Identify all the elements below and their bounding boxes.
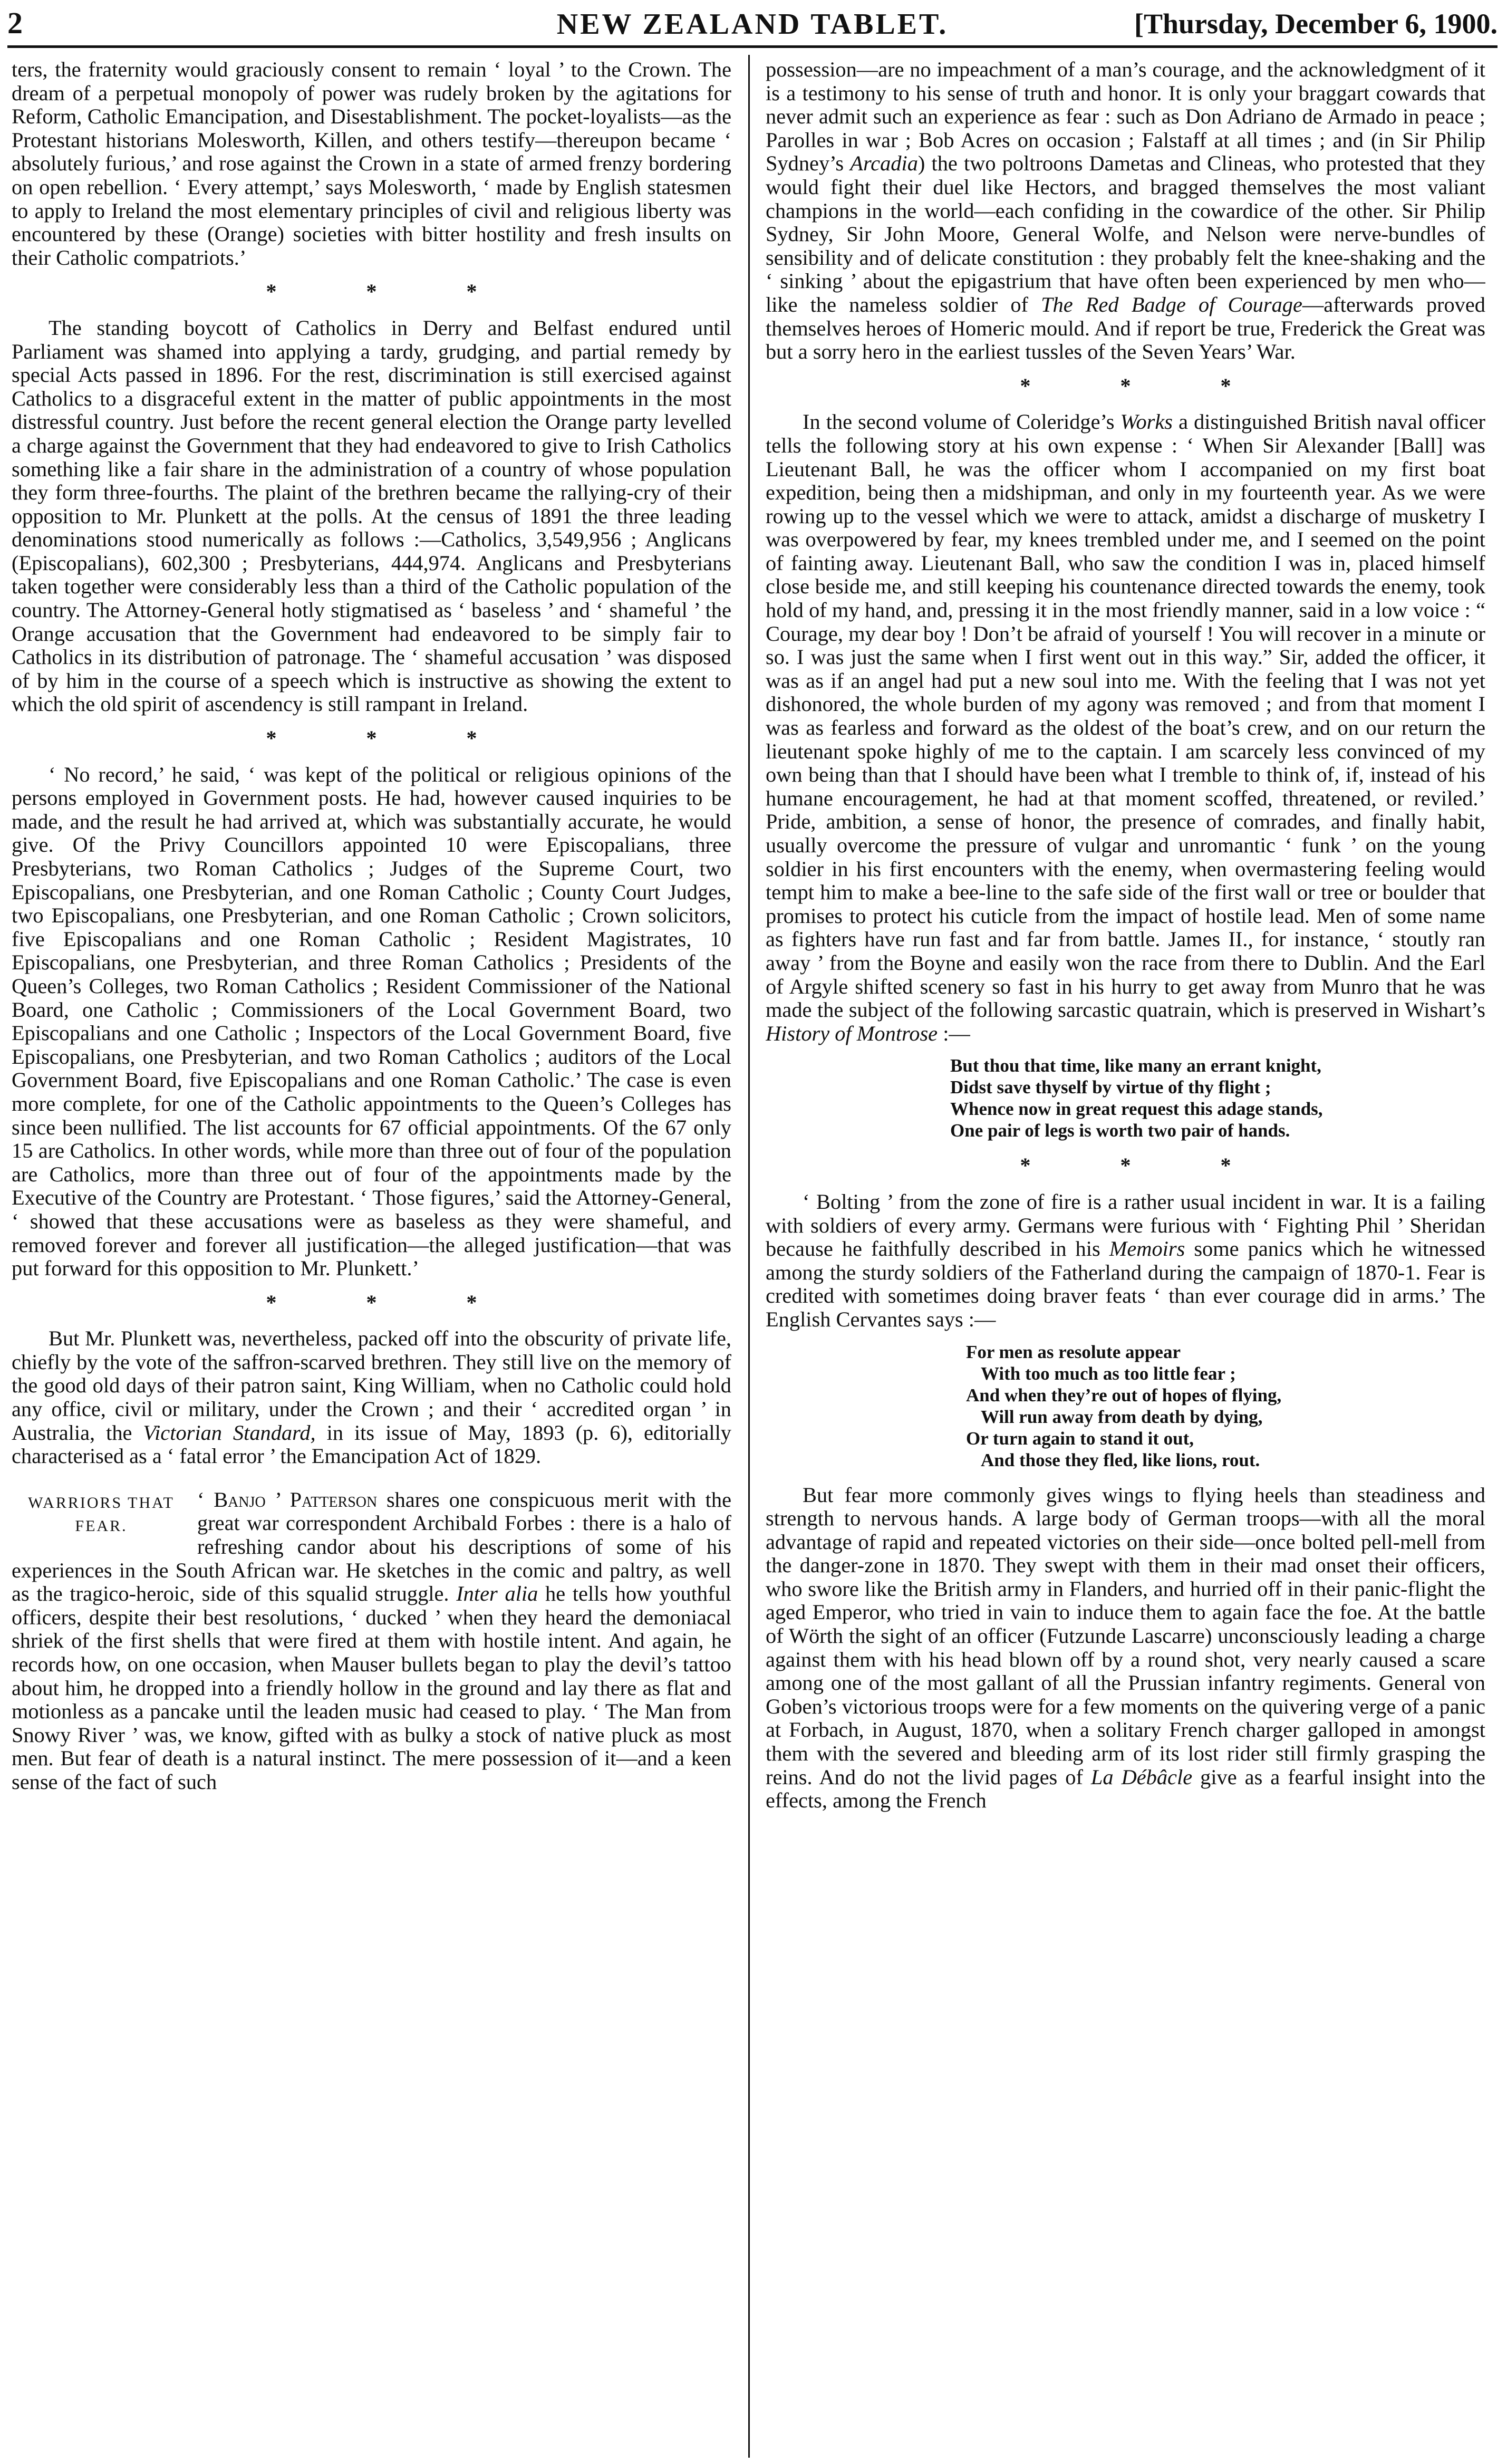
- column-rule: [748, 55, 750, 2458]
- text-run: give as a fearful insight into the effects, among the French: [766, 1765, 1485, 1813]
- section-break: * * *: [1020, 373, 1231, 398]
- italic-title: Memoirs: [1109, 1237, 1185, 1261]
- section-break: * * *: [266, 726, 477, 750]
- text-run: :—: [938, 1021, 970, 1045]
- italic-title: La Débâcle: [1090, 1765, 1193, 1789]
- paragraph: ‘ No record,’ he said, ‘ was kept of the political or religious opinions of the persons employed in Government posts. He had, however caused inquiries to be made, and the result he had arrived at, which was substantially accurate, he would give. Of the Privy Councillors appointed 10 were Episcopalians, three Presbyterians, two Roman Catholics ; Judges of the Supreme Court, two Episcopalians, one Presbyterian, and one Roman Catholic ; County Court Judges, two Episcopalians, one Presbyterian, and one Roman Catholic ; Crown solicitors, five Episcopalians and one Roman Catholic ; Resident Magistrates, 10 Episcopalians, one Presbyterian, and three Roman Catholics ; Presidents of the Queen’s Colleges, two Roman Catholics ; Resident Commissioner of the National Board, one Catholic ; Commissioners of the Local Government Board, two Episcopalians and one Catholic ; Inspectors of the Local Government Board, five Episcopalians, one Presbyterian, and two Roman Catholics ; auditors of the Local Government Board, five Episcopalians and one Roman Catholic.’ The case is even more complete, for one of the Catholic appointments to the Queen’s Colleges has since been nullified. The list accounts for 67 official appointments. Of the 67 only 15 are Catholics. In other words, while more than three out of four of the population are Catholics, more than three out of four of the appointments made by the Executive of the Country are Protestant. ‘ Those figures,’ said the Attorney-General, ‘ showed that these accusations were as baseless as they were shameful, and removed forever and forever all justification—the alleged justification—that was put forward for this opposition to Mr. Plunkett.’: [12, 762, 731, 1281]
- text-run: in its issue of May, 1893 (p. 6), editorially characterised as a ‘ fatal error ’ the Emancipation Act of 1829.: [12, 1420, 731, 1468]
- verse-line: But thou that time, like many an errant knight,: [950, 1055, 1321, 1076]
- text-run: But Mr. Plunkett was, nevertheless, packed off into the obscurity of private life, chiefly by the vote of the saffron-scarved brethren. They still live on the memory of the good old days of their patron saint, King William, when no Catholic could hold any office, civil or military, under the Crown ; and their ‘ accredited organ ’ in Australia, the: [12, 1326, 731, 1445]
- small-caps-name: ‘ Banjo ’ Patterson: [197, 1487, 378, 1512]
- side-heading: WARRIORS THAT FEAR.: [28, 1494, 175, 1535]
- verse-quatrain: [950, 1055, 1485, 1141]
- text-run: a distinguished British naval officer tells the following story at his own expense : ‘ When Sir Alexander [Ball] was Lieutenant Ball, he was the officer whom I accompanied on my first boat expedition, being then a midshipman, and only in my fourteenth year. As we were rowing up to the vessel which we were to attack, amidst a discharge of musketry I was overpowered by fear, my knees trembled under me, and I seemed on the point of fainting away. Lieutenant Ball, who saw the condition I was in, placed himself close beside me, and still keeping his countenance directed towards the enemy, took hold of my hand, and, pressing it in the most friendly manner, said in a low voice : “ Courage, my dear boy ! Don’t be afraid of yourself ! You will recover in a minute or so. I was just the same when I first went out in this way.” Sir, added the officer, it was as if an angel had put a new soul into me. With the feeling that I was not yet dishonored, the whole burden of my agony was removed ; and from that moment I was as fearless and forward as the oldest of the boat’s crew, and on our return the lieutenant spoke highly of me to the captain. I am scarcely less convinced of my own being than that I should have been what I tremble to think of, if, instead of his humane encouragement, he had at that moment scoffed, threatened, or reviled.’ Pride, ambition, a sense of honor, the presence of comrades, and finally habit, usually overcome the pressure of vulgar and unromantic ‘ funk ’ on the young soldier in his first encounters with the enemy, when overmastering feeling would tempt him to make a bee-line to the safe side of the first wall or tree or boulder that promises to protect his cuticle from the impact of hostile lead. Men of some name as fighters have run fast and far from battle. James II., for instance, ‘ stoutly ran away ’ from the Boyne and easily won the race from there to Dublin. And the Earl of Argyle shifted scenery so fast in his hurry to get away from Munro that he was made the subject of the following sarcastic quatrain, which is preserved in Wishart’s: [766, 410, 1485, 1022]
- italic-title: Works: [1120, 410, 1173, 434]
- italic-title: The Red Badge of Courage: [1041, 292, 1302, 316]
- verse-line: Didst save thyself by virtue of thy flight ;: [950, 1077, 1271, 1098]
- section-break: * * *: [266, 280, 477, 304]
- masthead-title: NEW ZEALAND TABLET.: [556, 8, 949, 41]
- paragraph: [12, 1488, 731, 1794]
- verse-line: One pair of legs is worth two pair of hands.: [950, 1120, 1290, 1141]
- paragraph: ters, the fraternity would graciously consent to remain ‘ loyal ’ to the Crown. The dream of a perpetual monopoly of power was rudely broken by the agitations for Reform, Catholic Emancipation, and Disestablishment. The pocket-loyalists—as the Protestant historians Molesworth, Killen, and others testify—thereupon became ‘ absolutely furious,’ and rose against the Crown in a state of armed frenzy bordering on open rebellion. ‘ Every attempt,’ says Molesworth, ‘ made by English statesmen to apply to Ireland the most elementary principles of civil and religious liberty was encountered by these (Orange) societies with bitter hostility and fresh insults on their Catholic compatriots.’: [12, 58, 731, 270]
- text-run: —afterwards proved themselves heroes of Homeric mould. And if report be true, Frederick the Great was but a sorry hero in the earliest tussles of the Seven Years’ War.: [766, 292, 1485, 364]
- text-run: In the second volume of Coleridge’s: [803, 410, 1120, 434]
- italic-title: History of Montrose: [766, 1021, 938, 1045]
- verse-line: For men as resolute appear: [966, 1341, 1181, 1362]
- paragraph: [12, 1327, 731, 1468]
- section-break: * * *: [266, 1290, 477, 1314]
- paragraph: [766, 410, 1485, 1045]
- text-run: ‘ Bolting ’ from the zone of fire is a rather usual incident in war. It is a failing with soldiers of every army. Germans were furious with ‘ Fighting Phil ’ Sheridan because he faithfully described in his: [766, 1189, 1485, 1261]
- italic-phrase: Inter alia: [456, 1582, 538, 1606]
- verse-line: And those they fled, like lions, rout.: [981, 1449, 1260, 1470]
- page-header: [7, 0, 1498, 48]
- section-break: * * *: [1020, 1153, 1231, 1178]
- text-run: ) the two poltroons Dametas and Clineas, who protested that they would fight their duel like Hectors, and bragged themselves the most valiant champions in the world—each confiding in the cowardice of the other. Sir Philip Sydney, Sir John Moore, General Wolfe, and Nelson were nerve-bundles of sensibility and of delicate constitution : they probably felt the knee-shaking and the ‘ sinking ’ about the epigastrium that have often been experienced by men who—like the nameless soldier of: [766, 151, 1485, 316]
- paragraph: [766, 1484, 1485, 1813]
- verse-line: Whence now in great request this adage stands,: [950, 1099, 1323, 1120]
- text-run: possession—are no impeachment of a man’s courage, and the acknowledgment of it is a testimony to his sense of truth and honor. It is only your braggart cowards that never admit such an experience as fear : such as Don Adriano de Armado in peace ; Parolles in war ; Bob Acres on occasion ; Falstaff at all times ; and (in Sir Philip Sydney’s: [766, 58, 1485, 176]
- paragraph: [766, 58, 1485, 364]
- verse-line: Will run away from death by dying,: [981, 1406, 1263, 1427]
- text-run: some panics which he witnessed among the sturdy soldiers of the Fatherland during the campaign of 1870-1. Fear is credited with sometimes doing braver feats ‘ than ever courage did in arms.’ The English Cervantes says :—: [766, 1237, 1485, 1331]
- spacer: [12, 1468, 731, 1488]
- left-column: [12, 58, 731, 2455]
- page-number: 2: [7, 6, 23, 40]
- paragraph: [766, 1190, 1485, 1332]
- verse-line: And when they’re out of hopes of flying,: [966, 1384, 1282, 1406]
- right-column: [766, 58, 1485, 2455]
- text-run: But fear more commonly gives wings to flying heels than steadiness and strength to nervous hands. A large body of German troops—with all the moral advantage of rapid and repeated victories on their side—once bolted pell-mell from the danger-zone in 1870. They swept with them in their mad onset their officers, who swore like the British army in Flanders, and hurried off in their panic-flight the aged Emperor, who tried in vain to induce them to again face the foe. At the battle of Wörth the sight of an officer (Futzunde Lascarre) unconsciously leading a charge against them with his head blown off by a round shot, very nearly caused a scare among one of the most gallant of all the Prussian infantry regiments. General von Goben’s victorious troops were for a few moments on the quivering verge of a panic at Forbach, in August, 1870, when a solitary French charger galloped in amongst them with the severed and bleeding arm of its lost rider still firmly grasping the reins. And do not the livid pages of: [766, 1483, 1485, 1789]
- text-run: he tells how youthful officers, despite their best resolutions, ‘ ducked ’ when they heard the demoniacal shriek of the first shells that were fired at them with hostile intent. And again, he records how, on one occasion, when Mauser bullets began to play the devil’s tattoo about him, he dropped into a friendly hollow in the ground and lay there as flat and motionless as a pancake until the leaden music had ceased to play. ‘ The Man from Snowy River ’ was, we know, gifted with as bulky a stock of native pluck as most men. But fear of death is a natural instinct. The mere possession of it—and a keen sense of the fact of such: [12, 1582, 731, 1794]
- italic-title: Victorian Standard,: [143, 1420, 316, 1445]
- issue-date: [Thursday, December 6, 1900.: [1134, 8, 1498, 40]
- verse-line: Or turn again to stand it out,: [966, 1428, 1194, 1449]
- paragraph: The standing boycott of Catholics in Derry and Belfast endured until Parliament was shamed into applying a tardy, grudging, and partial remedy by special Acts passed in 1896. For the rest, discrimination is still exercised against Catholics to a disgraceful extent in the matter of public appointments in the most distressful country. Just before the recent general election the Orange party levelled a charge against the Government that they had endeavored to give to Irish Catholics something like a fair share in the administration of a country of whose population they form three-fourths. The plaint of the brethren became the rallying-cry of their opposition to Mr. Plunkett at the polls. At the census of 1891 the three leading denominations stood numerically as follows :—Catholics, 3,549,956 ; Anglicans (Episcopalians), 602,300 ; Presbyterians, 444,974. Anglicans and Presbyterians taken together were considerably less than a third of the Catholic population of the country. The Attorney-General hotly stigmatised as ‘ baseless ’ and ‘ shameful ’ the Orange accusation that the Government had endeavored to be simply fair to Catholics in its distribution of patronage. The ‘ shameful accusation ’ was disposed of by him in the course of a speech which is instructive as showing the extent to which the old spirit of ascendency is still rampant in Ireland.: [12, 315, 731, 716]
- italic-title: Arcadia: [850, 151, 918, 176]
- text-run: shares one conspicuous merit with the great war correspondent Archibald Forbes : there is a halo of refreshing candor about his descriptions of some of his experiences in the South African war. He sketches in the comic and paltry, as well as the tragico-heroic, side of this squalid struggle.: [12, 1487, 731, 1606]
- verse-line: With too much as too little fear ;: [981, 1363, 1236, 1384]
- verse-stanza: [966, 1341, 1485, 1471]
